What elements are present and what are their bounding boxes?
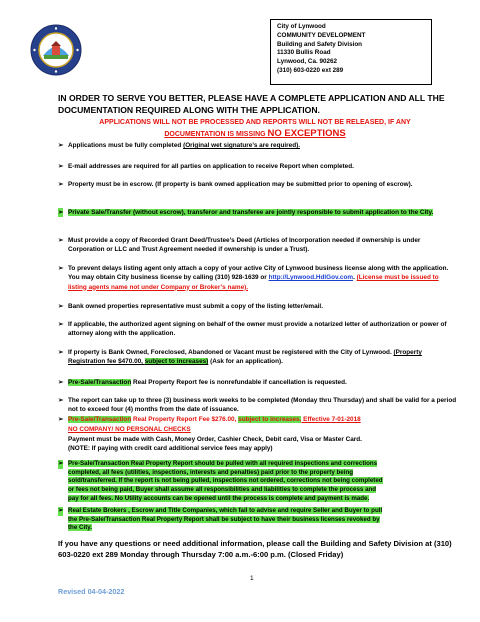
- address-line: City of Lynwood: [277, 23, 326, 30]
- item-text: E-mail addresses are required for all parties on application to receive Report when completed.: [68, 163, 354, 170]
- list-item: [58, 396, 458, 415]
- bullet-arrow-icon: ➢: [58, 142, 64, 149]
- bullet-arrow-icon: ➢: [58, 163, 64, 170]
- page-number: 1: [250, 575, 254, 582]
- no-checks-notice: NO COMPANY/ NO PERSONAL CHECKS: [68, 426, 191, 434]
- effective-date: Effective 7-01-2018: [301, 416, 361, 423]
- bullet-arrow-icon: ➢: [58, 349, 64, 356]
- item-text: (Property Registration fee $470.00,: [68, 349, 422, 366]
- address-line: Building and Safety Division: [277, 40, 363, 48]
- item-text-highlighted: Pre-Sale/Transaction: [68, 379, 132, 386]
- item-text-highlighted: Pre-Sale/Transaction Real Property Report should be pulled with all required inspections and corrections completed, all fees (utilities, inspections, interests and penalties) paid prior to the property being sold/transferred. If the report is not being pulled, inspections not ordered, corrections not being completed or fees not being paid, Buyer shall assume all responsibilities and liabilities to complete the process and pay for all fees. No Utility accounts can be opened until the process is complete and payment is made.: [68, 460, 383, 502]
- revision-date: Revised 04-04-2022: [58, 587, 125, 596]
- page-heading: IN ORDER TO SERVE YOU BETTER, PLEASE HAVE A COMPLETE APPLICATION AND ALL THE DOCUMENTATION REQUIRED ALONG WITH THE APPLICATION.: [58, 93, 445, 115]
- bullet-arrow-icon: ➢: [58, 237, 64, 244]
- warning-line-1: APPLICATIONS WILL NOT BE PROCESSED AND REPORTS WILL NOT BE RELEASED, IF ANY: [99, 119, 411, 126]
- bullet-arrow-icon: ➢: [58, 379, 64, 386]
- item-text-red: (License must be issued to listing agents: [68, 274, 439, 291]
- bullet-arrow-icon: ➢: [58, 181, 64, 188]
- list-item: [58, 378, 458, 387]
- list-item: [58, 348, 458, 367]
- no-exceptions-text: NO EXCEPTIONS: [267, 127, 346, 139]
- item-text: Payment must be made with Cash, Money Order, Cashier Check, Debit card, Visa or Master Card.: [68, 435, 362, 443]
- address-box: [270, 19, 432, 85]
- item-text-red: name: [110, 283, 128, 291]
- bullet-arrow-icon: ➢: [58, 507, 64, 514]
- bullet-arrow-icon: ➢: [58, 209, 64, 216]
- contact-information: If you have any questions or need additional information, please call the Building and Safety Division at (310) 603-0220 ext 289 Monday through Thursday 7:00 a.m.-6:00 p.m. (Closed Friday): [58, 539, 452, 559]
- address-line: (310) 603-0220 ext 289: [277, 66, 344, 74]
- list-item: [58, 162, 458, 171]
- item-text: If applicable, the authorized agent signing on behalf of the owner must provide a notarized letter of authorization or power of attorney along with the application.: [68, 321, 447, 338]
- warning-line-2: [70, 129, 440, 141]
- bullet-arrow-icon: ➢: [58, 397, 64, 404]
- bullet-arrow-icon: ➢: [58, 265, 64, 272]
- warning-notice: [70, 118, 440, 140]
- list-item: [58, 415, 458, 453]
- city-seal-icon: [30, 24, 82, 76]
- warning-missing-text: DOCUMENTATION IS MISSING: [164, 130, 268, 138]
- bullet-arrow-icon: ➢: [58, 321, 64, 328]
- bullet-arrow-icon: ➢: [58, 416, 64, 423]
- business-license-link[interactable]: http://Lynwood.HdlGov.com: [268, 274, 354, 282]
- item-text: (Ask for an application).: [208, 358, 283, 366]
- item-text-red: Real Property Report Fee $276.00,: [131, 416, 239, 423]
- item-text: To prevent delays listing agent only attach a copy of your active City of Lynwood business license along with the application. You may obtain City business license by calling (310) 928-1639 or: [68, 265, 449, 282]
- item-text: Real Property Report fee is nonrefundable if cancellation is requested.: [131, 379, 347, 386]
- bullet-arrow-icon: ➢: [58, 460, 64, 467]
- item-text-highlighted: subject to increases.: [238, 416, 302, 423]
- item-text: Bank owned properties representative must submit a copy of the listing letter/email.: [68, 303, 323, 310]
- list-item: [58, 302, 458, 311]
- bullet-arrow-icon: ➢: [58, 303, 64, 310]
- list-item: [58, 320, 458, 339]
- address-line: COMMUNITY DEVELOPMENT: [277, 31, 366, 39]
- item-text: Applications must be fully completed: [68, 142, 184, 149]
- item-text: (Original wet signature’s are required).: [183, 142, 301, 149]
- list-item-highlighted: [58, 208, 458, 217]
- item-text: (NOTE: If paying with credit card additional service fees may apply): [68, 444, 273, 452]
- address-line: 11330 Bullis Road: [277, 49, 331, 57]
- item-text: Must provide a copy of Recorded Grant Deed/Trustee’s Deed (Articles of Incorporation needed if ownership is under Corporation or LLC and Trust Agreement needed if ownership is under a Trust).: [68, 237, 421, 254]
- item-text-red: not under Company or Broker’s name).: [127, 283, 249, 291]
- list-item-highlighted: [58, 460, 458, 504]
- item-text: The report can take up to three (3) business work weeks to be completed (Monday thru Thursday) and shall be valid for a period not to exceed four (4) months from the date of issuance.: [68, 397, 457, 414]
- list-item: [58, 141, 458, 150]
- list-item: [58, 264, 458, 292]
- item-text: .: [353, 274, 357, 282]
- item-text: Property must be in escrow. (If property is bank owned application may be submitted prior to opening of escrow).: [68, 181, 413, 188]
- item-text: Private Sale/Transfer (without escrow), transferor and transferee are jointly responsible to submit application to the City.: [68, 209, 434, 216]
- list-item: [58, 180, 458, 189]
- address-line: Lynwood, Ca. 90262: [277, 58, 337, 66]
- list-item-highlighted: [58, 507, 458, 533]
- list-item: [58, 236, 458, 255]
- item-text: If property is Bank Owned, Foreclosed, Abandoned or Vacant must be registered with the City of Lynwood.: [68, 349, 392, 356]
- item-text-highlighted: Real Estate Brokers , Escrow and Title Companies, which fail to advise and require Seller and Buyer to pull the Pre-Sale/Transaction Real Property Report shall be subject to have their business licenses revoked by the City.: [68, 507, 383, 532]
- item-text-highlighted: Pre-Sale/Transaction: [68, 416, 132, 423]
- item-text-highlighted: subject to increases): [144, 358, 209, 366]
